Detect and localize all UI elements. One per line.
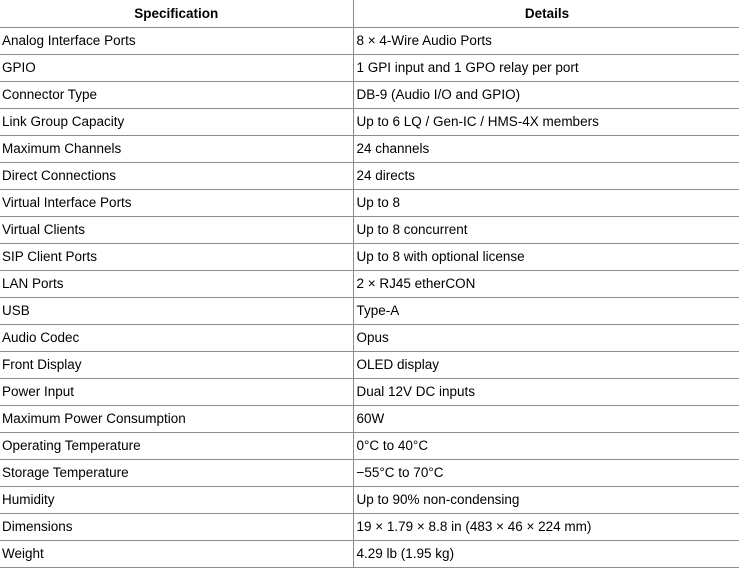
spec-name: Link Group Capacity: [0, 109, 353, 136]
table-row: [0, 406, 739, 433]
spec-name: Virtual Interface Ports: [0, 190, 353, 217]
spec-name: Maximum Channels: [0, 136, 353, 163]
table-header-row: [0, 0, 739, 28]
spec-value: Up to 90% non-condensing: [353, 487, 739, 514]
spec-name: Operating Temperature: [0, 433, 353, 460]
column-header-details: Details: [353, 0, 739, 28]
table-row: [0, 541, 739, 568]
spec-name: Weight: [0, 541, 353, 568]
table-row: [0, 271, 739, 298]
table-row: [0, 352, 739, 379]
table-row: [0, 28, 739, 55]
spec-name: Power Input: [0, 379, 353, 406]
spec-value: 4.29 lb (1.95 kg): [353, 541, 739, 568]
table-row: [0, 460, 739, 487]
table-row: [0, 244, 739, 271]
spec-name: Maximum Power Consumption: [0, 406, 353, 433]
spec-value: 1 GPI input and 1 GPO relay per port: [353, 55, 739, 82]
spec-name: Storage Temperature: [0, 460, 353, 487]
spec-value: 0°C to 40°C: [353, 433, 739, 460]
spec-name: Humidity: [0, 487, 353, 514]
spec-value: 2 × RJ45 etherCON: [353, 271, 739, 298]
spec-value: 8 × 4-Wire Audio Ports: [353, 28, 739, 55]
spec-value: 24 channels: [353, 136, 739, 163]
table-row: [0, 109, 739, 136]
table-row: [0, 82, 739, 109]
spec-value: 60W: [353, 406, 739, 433]
spec-value: 19 × 1.79 × 8.8 in (483 × 46 × 224 mm): [353, 514, 739, 541]
spec-name: USB: [0, 298, 353, 325]
spec-value: Up to 8 with optional license: [353, 244, 739, 271]
spec-name: LAN Ports: [0, 271, 353, 298]
spec-value: Opus: [353, 325, 739, 352]
spec-value: Dual 12V DC inputs: [353, 379, 739, 406]
table-row: [0, 379, 739, 406]
spec-name: Analog Interface Ports: [0, 28, 353, 55]
spec-name: Direct Connections: [0, 163, 353, 190]
table-row: [0, 514, 739, 541]
spec-name: Virtual Clients: [0, 217, 353, 244]
table-row: [0, 190, 739, 217]
spec-name: Front Display: [0, 352, 353, 379]
spec-name: Dimensions: [0, 514, 353, 541]
spec-value: DB-9 (Audio I/O and GPIO): [353, 82, 739, 109]
spec-value: −55°C to 70°C: [353, 460, 739, 487]
spec-value: Type-A: [353, 298, 739, 325]
spec-value: Up to 8: [353, 190, 739, 217]
table-row: [0, 136, 739, 163]
spec-name: Connector Type: [0, 82, 353, 109]
table-row: [0, 217, 739, 244]
table-row: [0, 55, 739, 82]
spec-name: Audio Codec: [0, 325, 353, 352]
spec-name: SIP Client Ports: [0, 244, 353, 271]
table-body: [0, 28, 739, 568]
column-header-specification: Specification: [0, 0, 353, 28]
spec-name: GPIO: [0, 55, 353, 82]
spec-value: 24 directs: [353, 163, 739, 190]
table-row: [0, 163, 739, 190]
table-row: [0, 298, 739, 325]
spec-value: Up to 8 concurrent: [353, 217, 739, 244]
spec-value: Up to 6 LQ / Gen-IC / HMS-4X members: [353, 109, 739, 136]
table-row: [0, 325, 739, 352]
spec-value: OLED display: [353, 352, 739, 379]
table-row: [0, 433, 739, 460]
table-row: [0, 487, 739, 514]
